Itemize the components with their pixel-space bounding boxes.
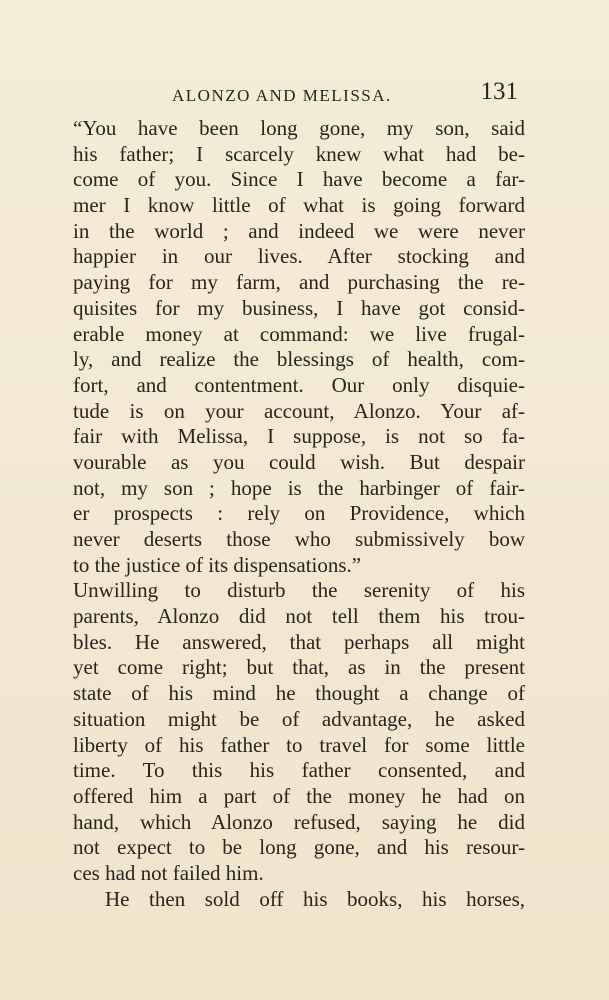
text-line: Unwilling to disturb the serenity of his — [73, 578, 525, 603]
text-line: not, my son ; hope is the harbinger of fair- — [73, 475, 525, 500]
running-title: ALONZO AND MELISSA. — [172, 86, 392, 105]
text-line: er prospects : rely on Providence, which — [73, 501, 525, 526]
text-line: “You have been long gone, my son, said — [73, 116, 525, 140]
text-line: his father; I scarcely knew what had be- — [73, 141, 525, 166]
text-line: bles. He answered, that perhaps all might — [73, 629, 525, 654]
text-line: in the world ; and indeed we were never — [73, 218, 525, 243]
text-line: state of his mind he thought a change of — [73, 681, 525, 706]
text-line: come of you. Since I have become a far- — [73, 167, 525, 192]
text-line: never deserts those who submissively bow — [73, 527, 525, 551]
text-line: time. To this his father consented, and — [73, 758, 525, 783]
text-line: paying for my farm, and purchasing the re- — [73, 270, 525, 295]
page-header — [172, 78, 520, 110]
text-line: ces had not failed him. — [73, 860, 264, 885]
text-line: erable money at command: we live frugal- — [73, 321, 525, 346]
text-line: mer I know little of what is going forward — [73, 193, 525, 218]
text-line: situation might be of advantage, he asked — [73, 706, 525, 731]
text-line: happier in our lives. After stocking and — [73, 244, 525, 269]
text-line: parents, Alonzo did not tell them his trou- — [73, 604, 525, 629]
text-line: not expect to be long gone, and his resour- — [73, 835, 525, 860]
text-line: tude is on your account, Alonzo. Your af- — [73, 398, 525, 423]
body-text — [73, 116, 525, 912]
text-line: liberty of his father to travel for some little — [73, 732, 525, 757]
text-line: offered him a part of the money he had on — [73, 783, 525, 808]
text-line: to the justice of its dispensations.” — [73, 552, 362, 577]
text-line: quisites for my business, I have got consid- — [73, 295, 525, 320]
text-line: He then sold off his books, his horses, — [105, 886, 525, 911]
text-line: vourable as you could wish. But despair — [73, 449, 525, 474]
text-line: yet come right; but that, as in the present — [73, 655, 525, 680]
text-line: fair with Melissa, I suppose, is not so fa- — [73, 424, 525, 449]
text-line: ly, and realize the blessings of health, com- — [73, 347, 525, 372]
text-line: fort, and contentment. Our only disquie- — [73, 372, 525, 397]
text-line: hand, which Alonzo refused, saying he did — [73, 809, 525, 834]
page-number: 131 — [480, 78, 518, 105]
